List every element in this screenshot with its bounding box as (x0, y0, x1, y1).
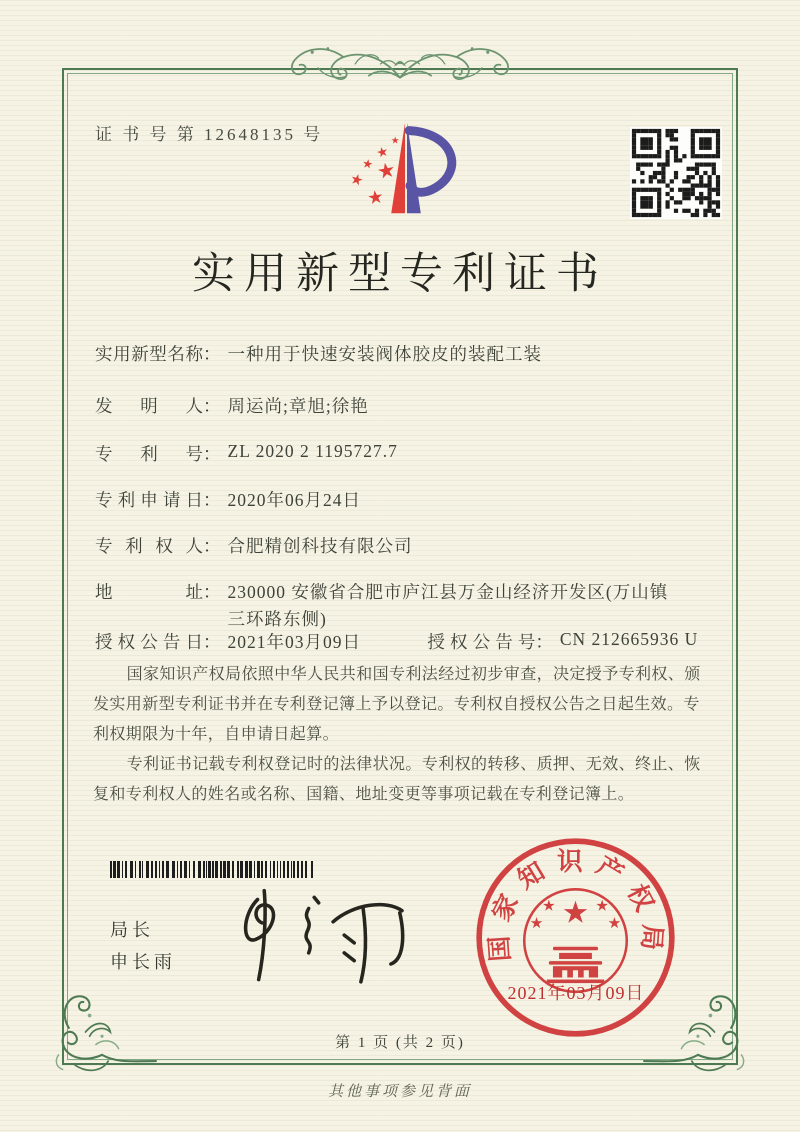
officer-name: 申长雨 (110, 952, 176, 972)
field-label: 实用新型名称 (95, 344, 203, 364)
legal-paragraph-1: 国家知识产权局依照中华人民共和国专利法经过初步审查，决定授予专利权、颁发实用新型专利证书并在专利登记簿上予以登记。专利权自授权公告之日起生效。专利权期限为十年，自申请日起算。 (93, 666, 701, 743)
legal-text-section (93, 660, 711, 810)
field-colon: ： (203, 444, 221, 464)
field-utility-model-name (95, 341, 542, 366)
field-label: 授权公告号 (427, 632, 536, 652)
field-inventor (95, 393, 369, 418)
field-colon: ： (535, 632, 553, 652)
official-seal (473, 835, 678, 1040)
field-label: 专利申请日 (95, 490, 203, 510)
signature-icon (222, 884, 422, 984)
field-label: 发明人 (95, 396, 203, 416)
field-label: 地址 (95, 582, 203, 602)
certificate-title: 实用新型专利证书 (192, 251, 608, 298)
qr-code (630, 127, 722, 219)
field-value: ZL 2020 2 1195727.7 (227, 441, 398, 461)
seal-text: 国家知识产权局 (483, 847, 668, 963)
barcode (110, 861, 315, 878)
field-filing-date (95, 487, 361, 512)
legal-paragraph-2: 专利证书记载专利权登记时的法律状况。专利权的转移、质押、无效、终止、恢复和专利权人的姓名或名称、国籍、地址变更等事项记载在专利登记簿上。 (93, 756, 701, 803)
national-emblem-icon (524, 889, 627, 992)
field-patent-number (95, 441, 398, 466)
field-value: 合肥精创科技有限公司 (227, 536, 413, 556)
field-patentee (95, 533, 413, 558)
field-value: 2021年03月09日 (227, 632, 361, 652)
field-value: 230000 安徽省合肥市庐江县万金山经济开发区(万山镇三环路东侧) (227, 582, 669, 629)
field-grant-row (95, 629, 698, 654)
seal-date: 2021年03月09日 (507, 983, 645, 1003)
certificate-number: 证 书 号 第 12648135 号 (95, 125, 324, 144)
field-grant-number (427, 629, 699, 652)
page-number: 第 1 页 (共 2 页) (335, 1035, 465, 1051)
field-value: 2020年06月24日 (227, 490, 361, 510)
field-colon: ： (203, 536, 221, 556)
field-value: 周运尚;章旭;徐艳 (227, 396, 369, 416)
field-label: 专利号 (95, 444, 203, 464)
field-address (95, 579, 680, 633)
field-colon: ： (203, 632, 221, 652)
field-value: 一种用于快速安装阀体胶皮的装配工装 (227, 344, 542, 364)
officer-title: 局长 (110, 920, 154, 940)
field-label: 专利权人 (95, 536, 203, 556)
field-colon: ： (203, 344, 221, 364)
field-label: 授权公告日 (95, 632, 203, 652)
field-value: CN 212665936 U (559, 629, 699, 649)
field-colon: ： (203, 396, 221, 416)
field-colon: ： (203, 582, 221, 602)
back-side-note: 其他事项参见背面 (327, 1084, 472, 1100)
ornament-crest (394, 61, 406, 67)
cnipa-logo-icon (343, 118, 471, 218)
field-colon: ： (203, 490, 221, 510)
field-grant-date (95, 629, 361, 652)
border-ornament-bottom-left-icon (44, 984, 158, 1076)
border-ornament-top-icon (283, 34, 517, 90)
